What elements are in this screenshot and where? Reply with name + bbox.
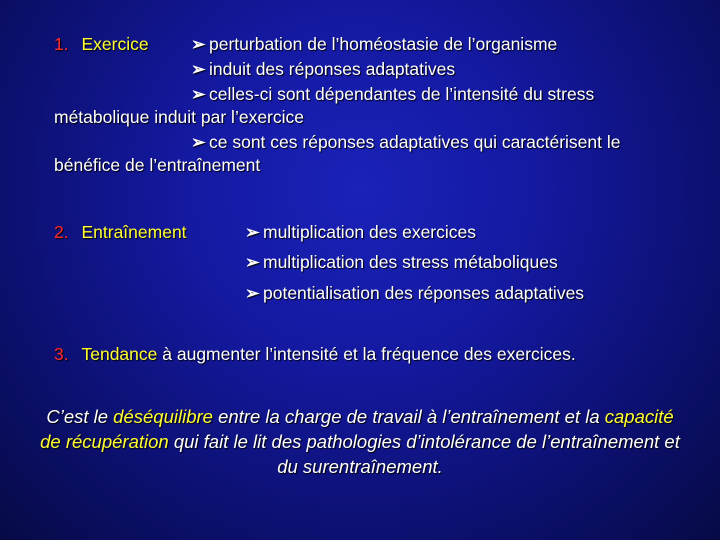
section1-heading	[54, 33, 149, 55]
section1-bullet-1: ➢ perturbation de l’homéostasie de l’organisme	[191, 34, 558, 54]
section1-bullet-4-continuation: bénéfice de l’entraînement	[54, 155, 261, 175]
section3-text: à augmenter l’intensité et la fréquence des exercices.	[157, 344, 576, 364]
conclusion-paragraph: C’est le déséquilibre entre la charge de travail à l’entraînement et la capacité de récupération qui fait le lit des pathologies d’intolérance de l’entraînement et du surentraînement.	[40, 406, 680, 477]
arrow-bullet-icon: ➢	[191, 132, 206, 152]
section2-bullet-2: ➢ multiplication des stress métaboliques	[245, 252, 558, 272]
section3-number: 3.	[54, 344, 69, 364]
section1-bullet-3-continuation: métabolique induit par l’exercice	[54, 107, 304, 127]
section1-bullet-4: ➢ ce sont ces réponses adaptatives qui caractérisent le	[191, 132, 621, 152]
arrow-bullet-icon: ➢	[245, 252, 260, 272]
arrow-bullet-icon: ➢	[191, 84, 206, 104]
arrow-bullet-icon: ➢	[191, 59, 206, 79]
arrow-bullet-icon: ➢	[245, 222, 260, 242]
section2-bullet-1: ➢ multiplication des exercices	[245, 222, 477, 242]
section3-title: Tendance	[81, 344, 158, 364]
section2-heading	[54, 221, 187, 243]
section2-title: Entraînement	[81, 222, 187, 242]
arrow-bullet-icon: ➢	[245, 283, 260, 303]
section1-number: 1.	[54, 34, 69, 54]
section2-bullet-3: ➢ potentialisation des réponses adaptatives	[245, 283, 585, 303]
section1-bullet-2: ➢ induit des réponses adaptatives	[191, 59, 456, 79]
conclusion-highlight-desequilibre: déséquilibre	[113, 406, 213, 427]
arrow-bullet-icon: ➢	[191, 34, 206, 54]
section2-number: 2.	[54, 222, 69, 242]
section3-line	[54, 343, 576, 365]
section1-title: Exercice	[81, 34, 149, 54]
section1-bullet-3: ➢ celles-ci sont dépendantes de l’intensité du stress	[191, 84, 595, 104]
conclusion-highlight-recuperation: capacité de récupération	[40, 406, 674, 452]
